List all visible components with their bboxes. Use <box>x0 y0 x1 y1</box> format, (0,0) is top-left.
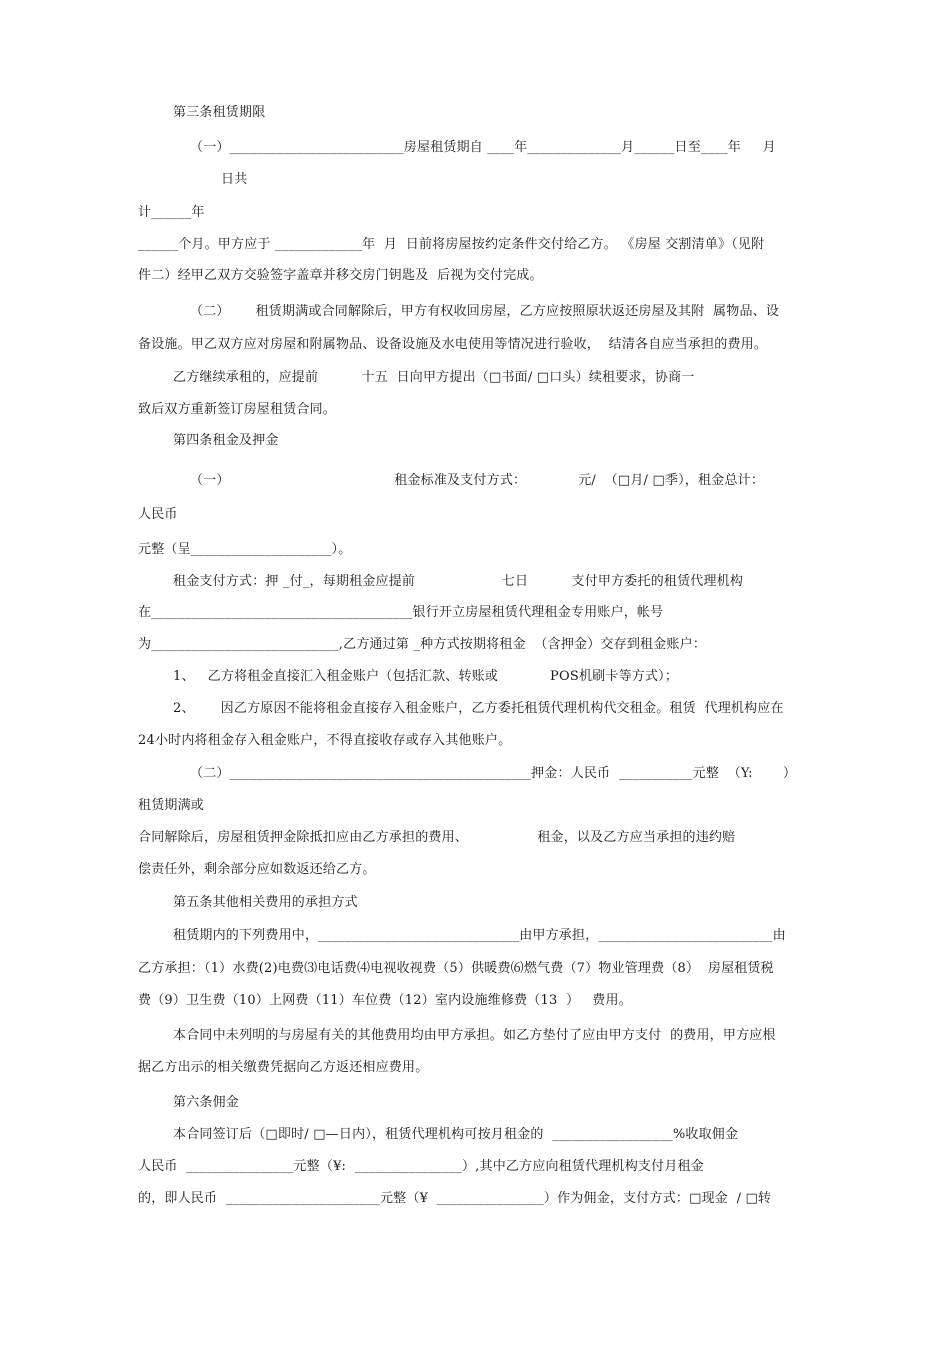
s5-p1-line-c: 费（9）卫生费（10）上网费（11）车位费（12）室内设施维修费（13 ） 费用。 <box>138 993 632 1008</box>
section-3-title: 第三条租赁期限 <box>173 105 266 120</box>
s5-p1-line-b: 乙方承担：（1）水费(2)电费⑶电话费⑷电视收视费（5）供暖费⑹燃气费（7）物业管理费（8） 房屋租赁税 <box>138 961 774 976</box>
s4-item-1: 1、 乙方将租金直接汇入租金账户（包括汇款、转账或 POS机刷卡等方式）； <box>173 669 679 684</box>
s4-p2-line-b: 在_______________________________________银行开立房屋租赁代理租金专用账户，帐号 <box>138 605 664 620</box>
section-4-title: 第四条租金及押金 <box>173 433 279 448</box>
section-6-title: 第六条佣金 <box>173 1095 240 1110</box>
s4-p2-line-c: 为____________________________,乙方通过第 _种方式按期将租金 （含押金）交存到租金账户： <box>138 637 707 652</box>
s4-p1-line-c: 元整（呈_____________________）。 <box>138 542 352 557</box>
section-5-title: 第五条其他相关费用的承担方式 <box>173 895 358 910</box>
s4-item-2-line-b: 24小时内将租金存入租金账户，不得直接收存或存入其他账户。 <box>138 733 512 748</box>
s3-p3-line-b: 致后双方重新签订房屋租赁合同。 <box>138 402 337 417</box>
s3-p1-line-c: 计______年 <box>138 205 205 220</box>
s6-p1-line-a: 本合同签订后（□即时/ □—日内），租赁代理机构可按月租金的 __________________%收取佣金 <box>173 1127 739 1142</box>
s3-p1-line-d: ______个月。甲方应于 _____________年 月 日前将房屋按约定条件交付给乙方。 《房屋 交割清单》（见附 <box>138 237 765 252</box>
s3-p1-line-e: 件二）经甲乙双方交验签字盖章并移交房门钥匙及 后视为交付完成。 <box>138 268 543 283</box>
s3-p1-line-b: 日共 <box>221 172 248 187</box>
s6-p1-line-b: 人民币 ________________元整（¥: ________________）,其中乙方应向租赁代理机构支付月租金 <box>138 1159 704 1174</box>
s4-p2-line-a: 租金支付方式：押 _付_，每期租金应提前 七日 支付甲方委托的租赁代理机构 <box>173 574 744 589</box>
s4-p1-line-a: （一） 租金标准及支付方式： 元/ （□月/ □季），租金总计： <box>190 473 765 488</box>
s4-p3-line-d: 偿责任外，剩余部分应如数返还给乙方。 <box>138 862 376 877</box>
s4-p3-line-b: 租赁期满或 <box>138 798 205 813</box>
s4-item-2-line-a: 2、 因乙方原因不能将租金直接存入租金账户，乙方委托租赁代理机构代交租金。租赁 代理机构应在 <box>173 701 784 716</box>
s3-p2-line-b: 备设施。甲乙双方应对房屋和附属物品、设备设施及水电使用等情况进行验收， 结清各自应当承担的费用。 <box>138 337 768 352</box>
s5-p1-line-a: 租赁期内的下列费用中，______________________________由甲方承担，__________________________由 <box>173 928 786 943</box>
s4-p3-line-c: 合同解除后，房屋租赁押金除抵扣应由乙方承担的费用、 租金，以及乙方应当承担的违约赔 <box>138 830 736 845</box>
s3-p1-line-a: （一）__________________________房屋租赁期自 ____年______________月______日至____年 月 <box>190 140 776 155</box>
s6-p1-line-c: 的，即人民币 _______________________元整（¥ ________________）作为佣金，支付方式：□现金 / □转 <box>138 1191 772 1206</box>
s3-p2-line-a: （二） 租赁期满或合同解除后，甲方有权收回房屋，乙方应按照原状返还房屋及其附 属物品、设 <box>190 304 780 319</box>
s4-p3-line-a: （二）_____________________________________________押金：人民币 ___________元整 （Y: ） <box>190 766 797 781</box>
s4-p1-line-b: 人民币 <box>138 507 178 522</box>
s5-p2-line-a: 本合同中未列明的与房屋有关的其他费用均由甲方承担。如乙方垫付了应由甲方支付 的费用，甲方应根 <box>173 1028 776 1043</box>
s3-p3-line-a: 乙方继续承租的，应提前 十五 日向甲方提出（□书面/ □口头）续租要求，协商一 <box>173 370 695 385</box>
s5-p2-line-b: 据乙方出示的相关缴费凭据向乙方返还相应费用。 <box>138 1060 429 1075</box>
